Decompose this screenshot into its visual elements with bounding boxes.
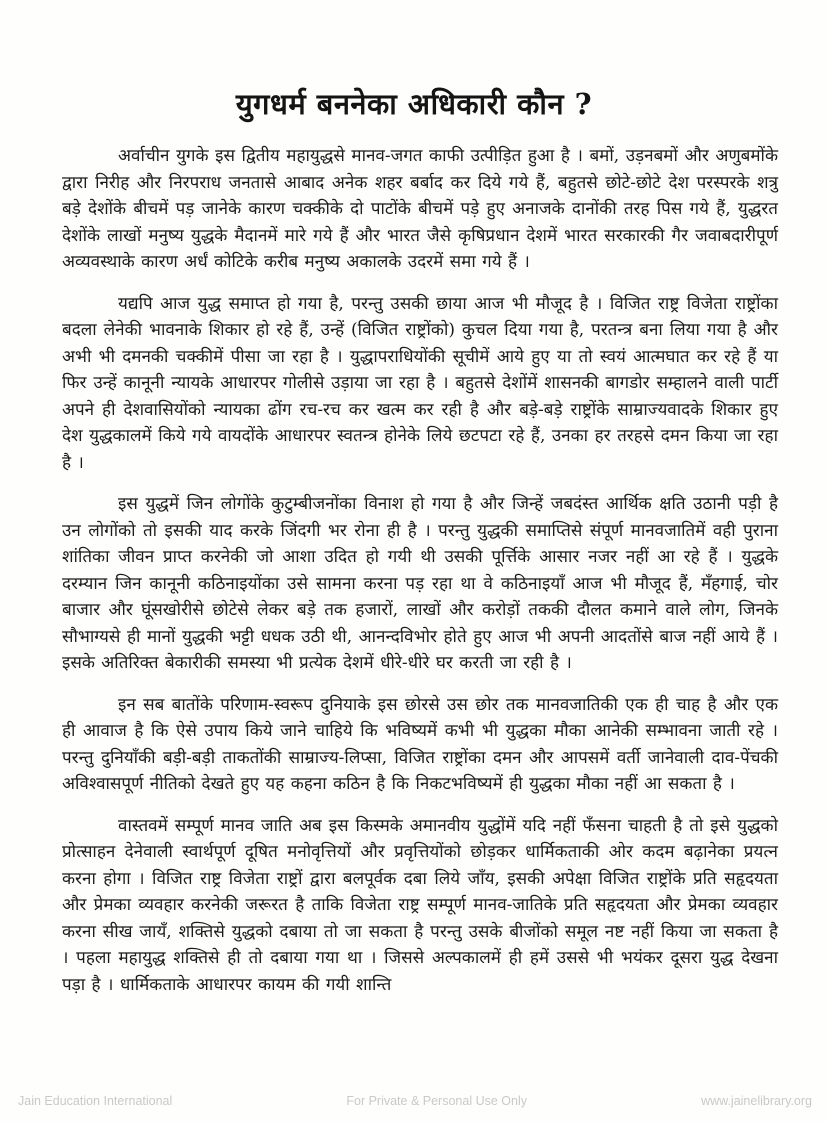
footer-usage-notice: For Private & Personal Use Only [346, 1094, 527, 1108]
paragraph: वास्तवमें सम्पूर्ण मानव जाति अब इस किस्मके अमानवीय युद्धोंमें यदि नहीं फँसना चाहती है तो इसे युद्धको प्रोत्साहन देनेवाली स्वार्थपूर्ण दूषित मनोवृत्तियों और प्रवृत्तियोंको छोड़कर धार्मिकताकी ओर कदम बढ़ानेका प्रयत्न करना होगा । विजित राष्ट्र विजेता राष्ट्रों द्वारा बलपूर्वक दबा लिये जाँय, इसकी अपेक्षा विजित राष्ट्रोंके प्रति सहृदयता और प्रेमका व्यवहार करनेकी जरूरत है ताकि विजेता राष्ट्र सम्पूर्ण मानव-जातिके प्रति सहृदयता और प्रेमका व्यवहार करना सीख जायँ, शक्तिसे युद्धको दबाया तो जा सकता है परन्तु उसके बीजोंको समूल नष्ट नहीं किया जा सकता है । पहला महायुद्ध शक्तिसे ही तो दबाया गया था । जिससे अल्पकालमें ही हमें उससे भी भयंकर दूसरा युद्ध देखना पड़ा है । धार्मिकताके आधारपर कायम की गयी शान्ति [62, 815, 778, 995]
document-body [62, 143, 778, 998]
paragraph: इस युद्धमें जिन लोगोंके कुटुम्बीजनोंका विनाश हो गया है और जिन्हें जबदंस्त आर्थिक क्षति उठानी पड़ी है उन लोगोंको तो इसकी याद करके जिंदगी भर रोना ही है । परन्तु युद्धकी समाप्तिसे संपूर्ण मानवजातिमें वही पुराना शांतिका जीवन प्राप्त करनेकी जो आशा उदित हो गयी थी उसकी पूर्त्तिके आसार नजर नहीं आ रहे हैं । युद्धके दरम्यान जिन कानूनी कठिनाइयोंका उसे सामना करना पड़ रहा था वे कठिनाइयाँ आज भी मौजूद हैं, मँहगाई, चोर बाजार और घूंसखोरीसे छोटेसे लेकर बड़े तक हजारों, लाखों और करोड़ों तककी दौलत कमाने वाले लोग, जिनके सौभाग्यसे ही मानों युद्धकी भट्टी धधक उठी थी, आनन्दविभोर होते हुए आज भी अपनी आदतोंसे बाज नहीं आये हैं । इसके अतिरिक्त बेकारीकी समस्या भी प्रत्येक देशमें धीरे-धीरे घर करती जा रही है । [62, 494, 778, 673]
page-title: युगधर्म बननेका अधिकारी कौन ? [235, 87, 593, 121]
footer-website: www.jainelibrary.org [701, 1094, 812, 1108]
paragraph: अर्वाचीन युगके इस द्वितीय महायुद्धसे मानव-जगत काफी उत्पीड़ित हुआ है । बमों, उड़नबमों और अणुबमोंके द्वारा निरीह और निरपराध जनतासे आबाद अनेक शहर बर्बाद कर दिये गये हैं, बहुतसे छोटे-छोटे देश परस्परके शत्रु बड़े देशोंके बीचमें पड़ जानेके कारण चक्कीके दो पाटोंके बीचमें पड़े हुए अनाजके दानोंकी तरह पिस गये हैं, युद्धरत देशोंके लाखों मनुष्य युद्धके मैदानमें मारे गये हैं और भारत जैसे कृषिप्रधान देशमें भारत सरकारकी गैर जवाबदारीपूर्ण अव्यवस्थाके कारण अर्धं कोटिके करीब मनुष्य अकालके उदरमें समा गये हैं । [62, 146, 778, 272]
paragraph: यद्यपि आज युद्ध समाप्त हो गया है, परन्तु उसकी छाया आज भी मौजूद है । विजित राष्ट्र विजेता राष्ट्रोंका बदला लेनेकी भावनाके शिकार हो रहे हैं, उन्हें (विजित राष्ट्रोंको) कुचल दिया गया है, परतन्त्र बना लिया गया है और अभी भी दमनकी चक्कीमें पीसा जा रहा है । युद्धापराधियोंकी सूचीमें आये हुए या तो स्वयं आत्मघात कर रहे हैं या फिर उन्हें कानूनी न्यायके आधारपर गोलीसे उड़ाया जा रहा है । बहुतसे देशोंमें शासनकी बागडोर सम्हालने वाली पार्टी अपने ही देशवासियोंको न्यायका ढोंग रच-रच कर खत्म कर रही है और बड़े-बड़े राष्ट्रोंके साम्राज्यवादके शिकार हुए देश युद्धकालमें किये गये वायदोंके आधारपर स्वतन्त्र होनेके लिये छटपटा रहे हैं, उनका हर तरहसे दमन किया जा रहा है । [62, 293, 778, 473]
page-footer [18, 1094, 812, 1108]
footer-publisher: Jain Education International [18, 1094, 173, 1108]
paragraph: इन सब बातोंके परिणाम-स्वरूप दुनियाके इस छोरसे उस छोर तक मानवजातिकी एक ही चाह है और एक ही आवाज है कि ऐसे उपाय किये जाने चाहिये कि भविष्यमें कभी भी युद्धका मौका आनेकी सम्भावना जाती रहे । परन्तु दुनियाँकी बड़ी-बड़ी ताकतोंकी साम्राज्य-लिप्सा, विजित राष्ट्रोंका दमन और आपसमें वर्ती जानेवाली दाव-पेंचकी अविश्वासपूर्ण नीतिको देखते हुए यह कहना कठिन है कि निकटभविष्यमें ही युद्धका मौका नहीं आ सकता है । [62, 694, 778, 794]
